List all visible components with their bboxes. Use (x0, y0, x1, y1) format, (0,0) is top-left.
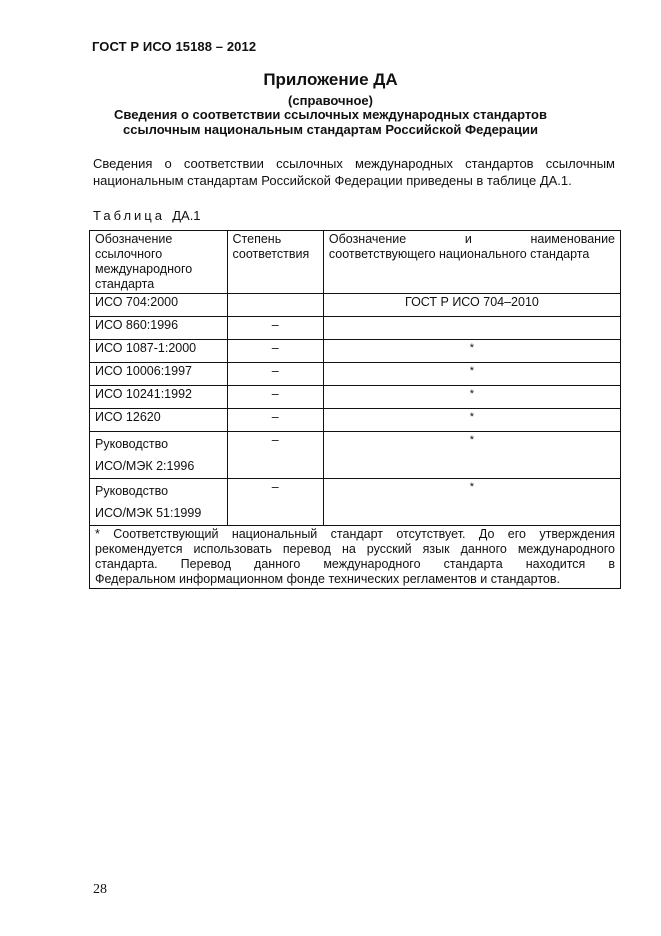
table-row (90, 363, 621, 386)
table-footnote-row (90, 526, 621, 589)
table-row (90, 432, 621, 479)
header-line: ссылочного (95, 247, 163, 261)
header-line: Степень (232, 232, 282, 246)
table-row (90, 479, 621, 526)
table-footnote (90, 526, 621, 589)
cell-reference: ИСО 12620 (90, 409, 228, 432)
cell-national: * (323, 340, 620, 363)
cell-degree: – (227, 386, 323, 409)
appendix-description-line: Сведения о соответствии ссылочных международных стандартов (114, 107, 547, 122)
cell-degree: – (227, 340, 323, 363)
footnote-line: Федеральном информационном фонде технических регламентов и стандартов. (95, 572, 560, 586)
header-reference-standard (90, 231, 228, 294)
table-caption-word: Таблица (93, 208, 165, 223)
cell-degree: – (227, 317, 323, 340)
table-row (90, 317, 621, 340)
table-row (90, 340, 621, 363)
header-line: соответствия (232, 247, 310, 261)
header-national-standard (323, 231, 620, 294)
intro-paragraph (93, 155, 615, 189)
cell-degree: – (227, 432, 323, 479)
table-caption (93, 208, 201, 223)
cell-reference-line: Руководство (95, 484, 169, 498)
cell-reference (90, 432, 228, 479)
page-number: 28 (93, 882, 107, 897)
cell-reference-line: ИСО/МЭК 51:1999 (95, 506, 202, 520)
appendix-subtitle: (справочное) (288, 93, 373, 108)
cell-reference: ИСО 704:2000 (90, 294, 228, 317)
header-line: Обозначение (95, 232, 173, 246)
correspondence-table (89, 230, 621, 589)
table-row (90, 386, 621, 409)
appendix-title: Приложение ДА (263, 70, 398, 89)
cell-reference: ИСО 10006:1997 (90, 363, 228, 386)
cell-national: * (323, 479, 620, 526)
cell-degree: – (227, 363, 323, 386)
table-header-row (90, 231, 621, 294)
table-caption-id: ДА.1 (172, 208, 201, 223)
header-line: соответствующего национального стандарта (328, 247, 590, 261)
footnote-line: рекомендуется использовать перевод на русский язык данного международного (95, 542, 615, 556)
appendix-description (0, 107, 661, 137)
cell-degree: – (227, 479, 323, 526)
cell-reference: ИСО 1087-1:2000 (90, 340, 228, 363)
cell-reference: ИСО 10241:1992 (90, 386, 228, 409)
document-header: ГОСТ Р ИСО 15188 – 2012 (92, 39, 257, 54)
cell-national: * (323, 386, 620, 409)
cell-degree: – (227, 409, 323, 432)
cell-national: * (323, 409, 620, 432)
footnote-line: * Соответствующий национальный стандарт отсутствует. До его утверждения (95, 527, 615, 541)
appendix-description-line: ссылочным национальным стандартам Российской Федерации (123, 122, 538, 137)
header-line: стандарта (95, 277, 155, 291)
cell-national: * (323, 363, 620, 386)
cell-national: * (323, 432, 620, 479)
cell-national (323, 317, 620, 340)
cell-reference-line: ИСО/МЭК 2:1996 (95, 459, 195, 473)
cell-reference (90, 479, 228, 526)
header-degree (227, 231, 323, 294)
table-row (90, 409, 621, 432)
header-line: международного (95, 262, 193, 276)
intro-line: Сведения о соответствии ссылочных международных стандартов ссылочным (93, 156, 615, 171)
cell-reference-line: Руководство (95, 437, 169, 451)
cell-degree (227, 294, 323, 317)
table-row (90, 294, 621, 317)
cell-reference: ИСО 860:1996 (90, 317, 228, 340)
footnote-line: стандарта. Перевод данного международного стандарта находится в (95, 557, 615, 571)
header-line: Обозначение и наименование (328, 232, 615, 246)
intro-line: национальным стандартам Российской Федерации приведены в таблице ДА.1. (93, 173, 572, 188)
cell-national: ГОСТ Р ИСО 704–2010 (323, 294, 620, 317)
